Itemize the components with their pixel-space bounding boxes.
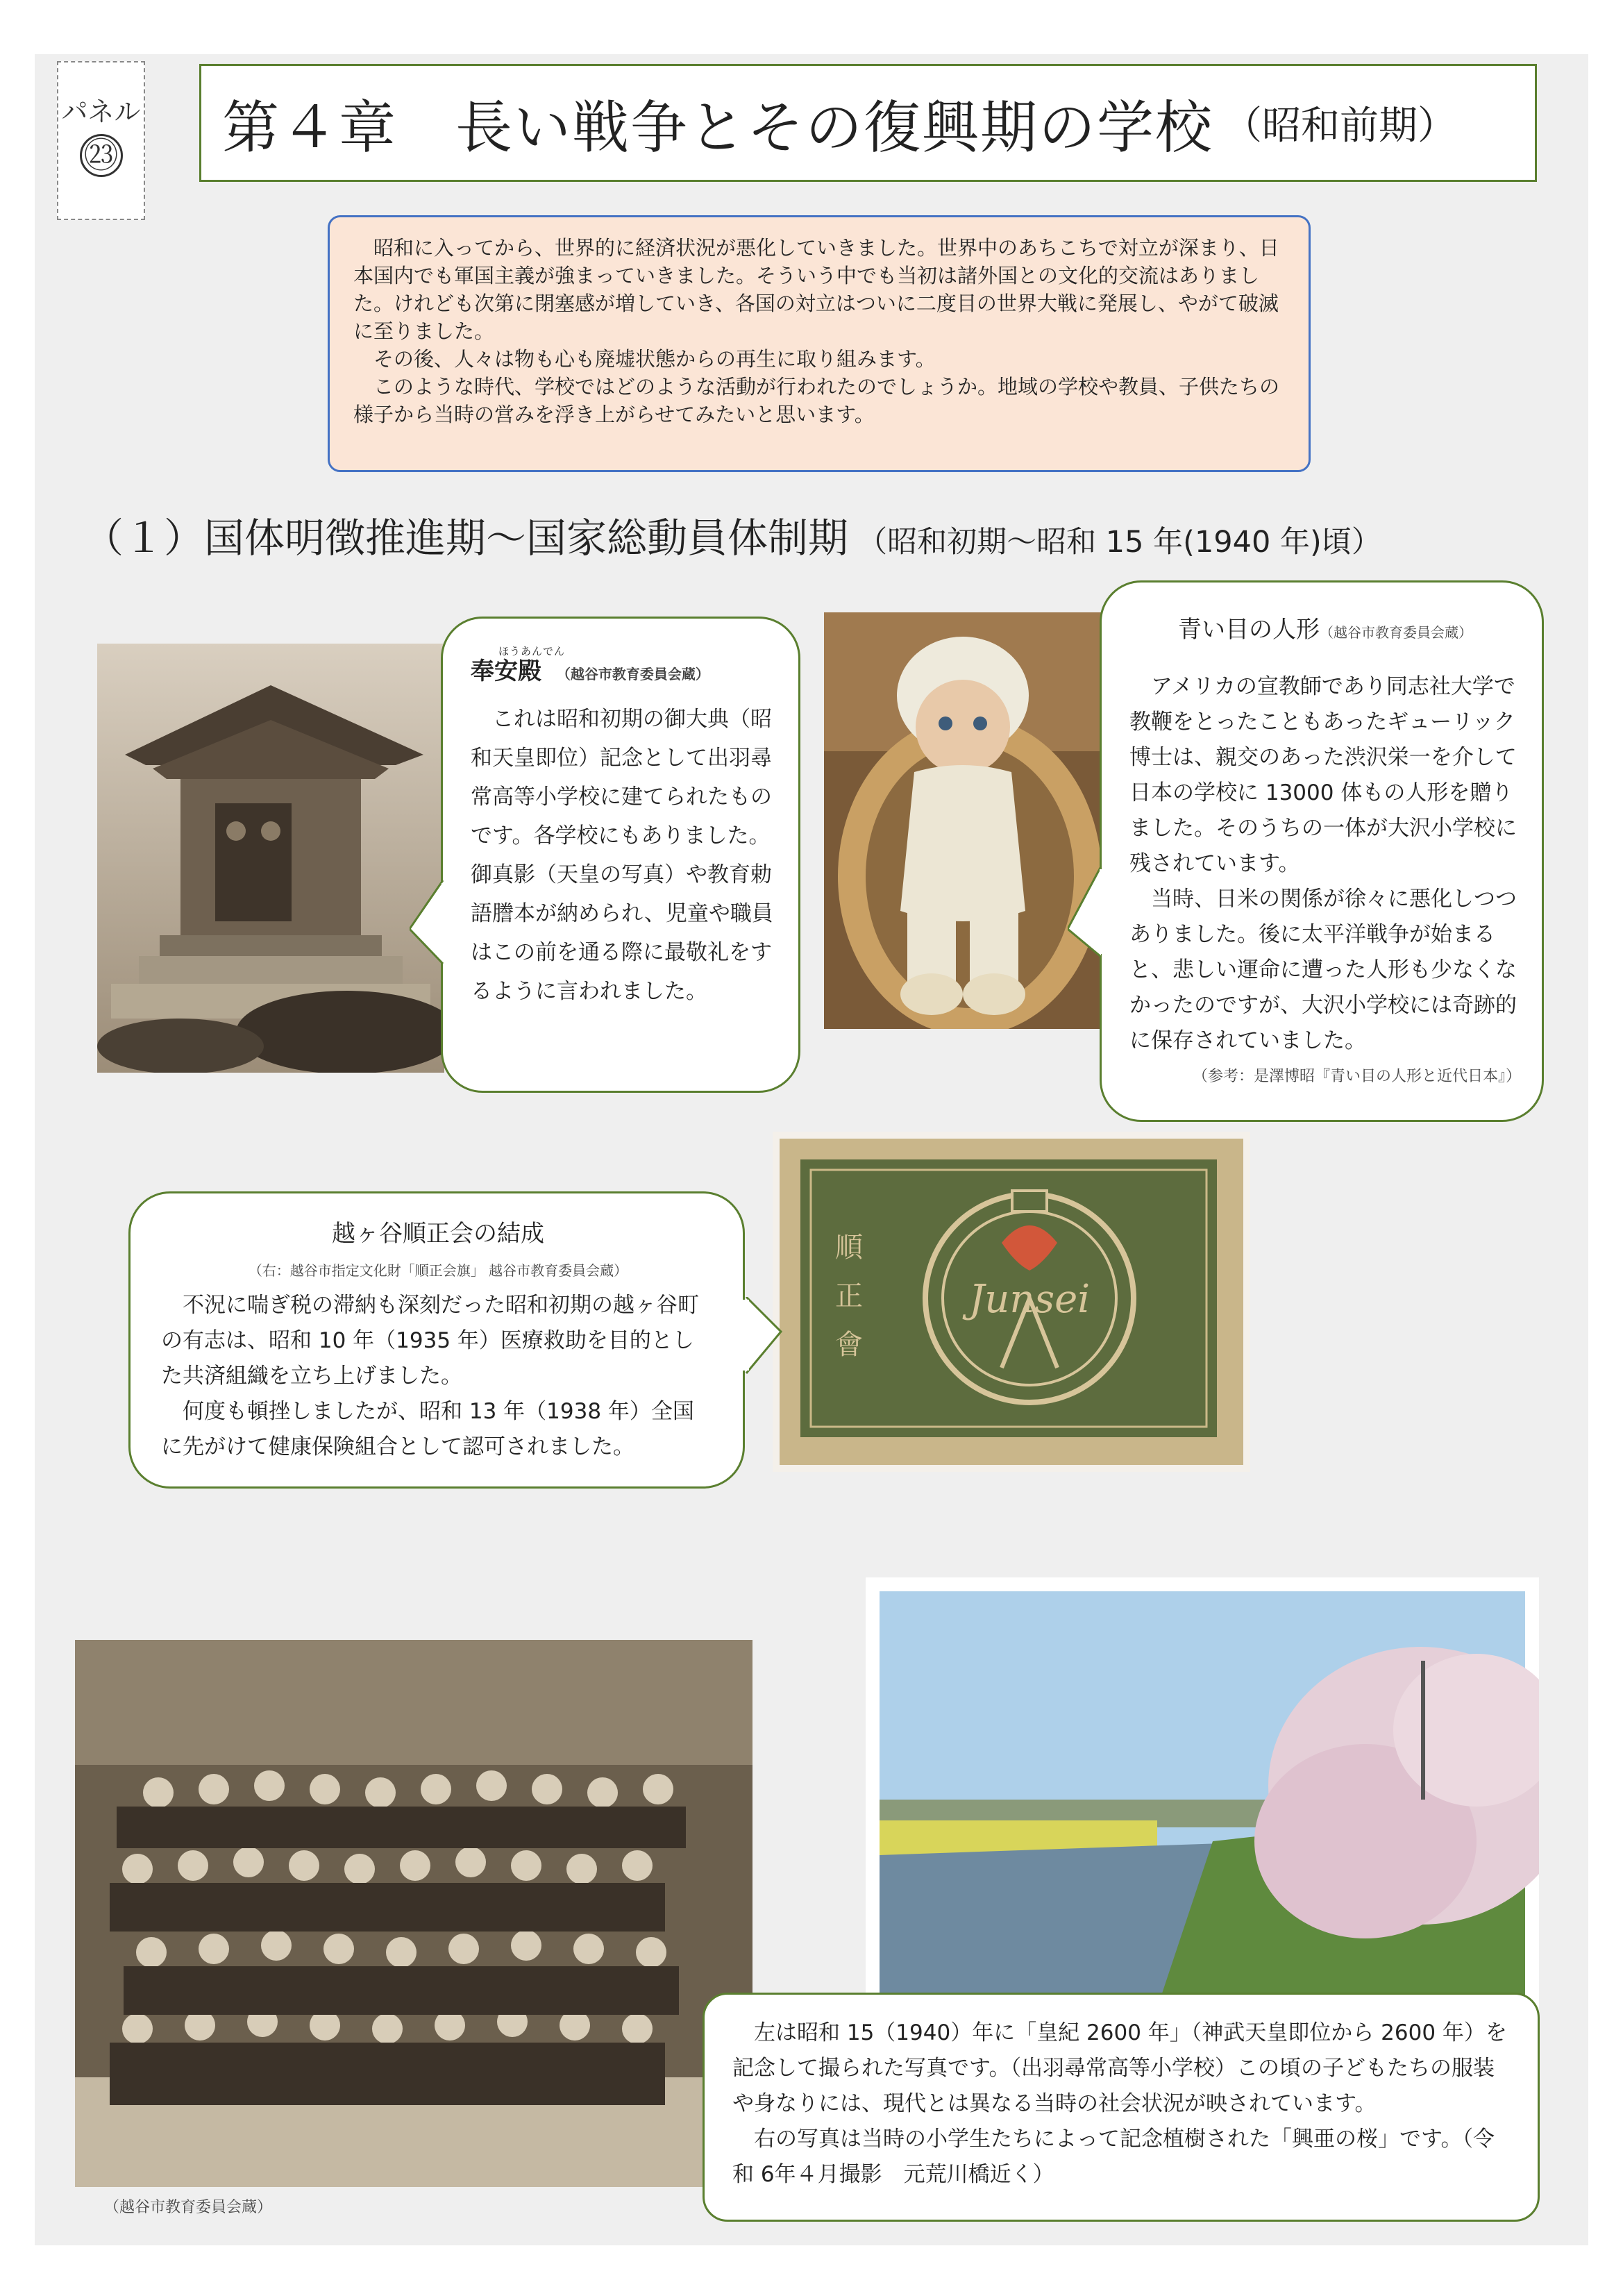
doll-paragraph: 当時、日米の関係が徐々に悪化しつつありました。後に太平洋戦争が始まると、悲しい運命に遭った人形も少なくなかったのですが、大沢小学校には奇跡的に保存されていました。 (1129, 887, 1517, 1053)
doll-paragraph: アメリカの宣教師であり同志社大学で教鞭をとったこともあったギューリック博士は、親交のあった渋沢栄一を介して日本の学校に 13000 体もの人形を贈りました。そのうちの一体が大沢小学校に残されています。 (1129, 674, 1517, 876)
hoanden-credit: （越谷市教育委員会蔵） (556, 666, 709, 682)
chapter-title (199, 64, 1537, 182)
doll-body (1129, 669, 1521, 1059)
panel-label: パネル (61, 97, 141, 127)
hoanden-body: これは昭和初期の御大典（昭和天皇即位）記念として出羽尋常高等小学校に建てられたものです。各学校にもありました。御真影（天皇の写真）や教育勅語謄本が納められ、児童や職員はこの前を通る際に最敬礼をするように言われました。 (471, 707, 773, 1004)
junsei-title: 越ヶ谷順正会の結成 (332, 1220, 544, 1248)
hoanden-ruby: ほうあんでん (498, 645, 566, 657)
bottom-paragraph: 左は昭和 15（1940）年に「皇紀 2600 年」（神武天皇即位から 2600 年）を記念して撮られた写真です。（出羽尋常高等小学校）この頃の子どもたちの服装や身なりには、現代とは異なる当時の社会状況が映されています。 (732, 2020, 1507, 2116)
class-photo-caption: （越谷市教育委員会蔵） (104, 2199, 273, 2216)
junsei-bubble (128, 1191, 745, 1489)
hoanden-bubble (441, 617, 800, 1093)
bottom-bubble (703, 1993, 1540, 2222)
chapter-title-sub: （昭和前期） (1223, 103, 1457, 149)
intro-box (328, 215, 1311, 472)
flag-char-3: 會 (835, 1329, 863, 1361)
intro-paragraph: 昭和に入ってから、世界的に経済状況が悪化していきました。世界中のあちこちで対立が深まり、日本国内でも軍国主義が強まっていきました。そういう中でも当初は諸外国との文化的交流はありました。けれども次第に閉塞感が増していき、各国の対立はついに二度目の世界大戦に発展し、やがて破滅に至りました。 (353, 236, 1279, 343)
intro-paragraph: その後、人々は物も心も廃墟状態からの再生に取り組みます。 (373, 347, 936, 371)
junsei-paragraph: 不況に喘ぎ税の滞納も深刻だった昭和初期の越ヶ谷町の有志は、昭和 10 年（1935 年）医療救助を目的とした共済組織を立ち上げました。 (161, 1293, 699, 1389)
hoanden-photo (97, 644, 444, 1073)
doll-credit: （越谷市教育委員会蔵） (1320, 624, 1472, 641)
junsei-credit: （右：越谷市指定文化財「順正会旗」 越谷市教育委員会蔵） (248, 1262, 628, 1279)
section-heading-sub: （昭和初期～昭和 15 年(1940 年)頃） (857, 525, 1381, 560)
junsei-body (161, 1288, 715, 1465)
bottom-paragraph: 右の写真は当時の小学生たちによって記念植樹された「興亜の桜」です。（令和 6年４月撮影 元荒川橋近く） (732, 2127, 1495, 2187)
bottom-body (732, 2016, 1510, 2193)
flag-char-1: 順 (835, 1232, 863, 1264)
panel-tag (57, 61, 145, 220)
hoanden-bubble-tail (410, 880, 451, 971)
panel-page (35, 54, 1588, 2245)
doll-bubble-tail (1068, 866, 1109, 964)
section-heading-main: （１）国体明徴推進期～国家総動員体制期 (83, 514, 849, 562)
doll-photo (824, 612, 1116, 1029)
hoanden-title: 奉安殿 (471, 657, 541, 685)
section-heading (83, 505, 1381, 564)
panel-number: ㉓ (80, 134, 123, 177)
cherry-tree-photo (866, 1577, 1539, 2022)
chapter-title-main: 第４章 長い戦争とその復興期の学校 (222, 94, 1214, 161)
flag-char-2: 正 (835, 1280, 863, 1312)
class-photo (75, 1640, 752, 2187)
doll-reference: （参考：是澤博昭『青い目の人形と近代日本』） (1192, 1068, 1521, 1085)
doll-heading (1129, 610, 1521, 644)
junsei-bubble-tail (739, 1297, 788, 1380)
intro-paragraph: このような時代、学校ではどのような活動が行われたのでしょうか。地域の学校や教員、子供たちの様子から当時の営みを浮き上がらせてみたいと思います。 (353, 375, 1280, 426)
junsei-paragraph: 何度も頓挫しましたが、昭和 13 年（1938 年）全国に先がけて健康保険組合として認可されました。 (161, 1399, 694, 1459)
doll-bubble (1100, 580, 1544, 1122)
flag-emblem-text: Junsei (968, 1277, 1091, 1322)
junsei-flag-photo (773, 1132, 1250, 1472)
doll-title: 青い目の人形 (1178, 616, 1320, 644)
